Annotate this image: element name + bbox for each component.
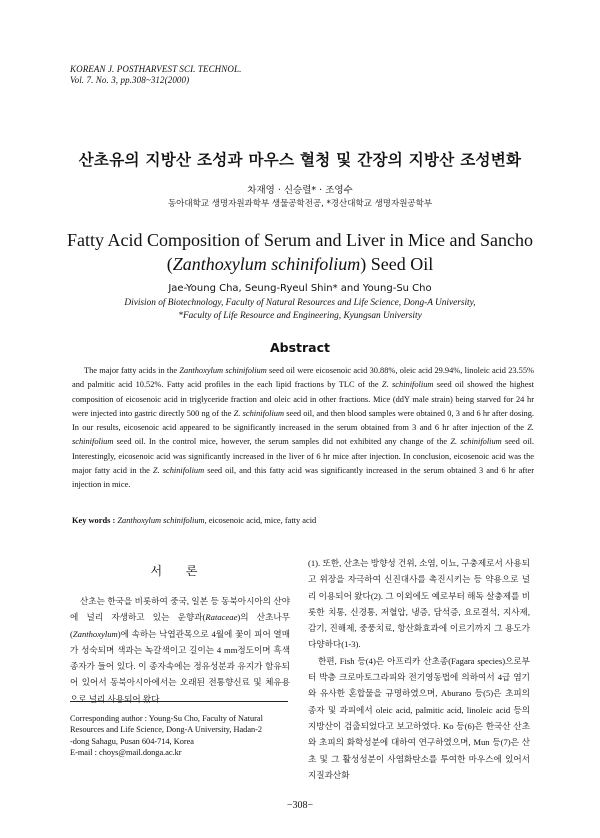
- abstract-text-2: seed oil were eicosenoic acid 30.88%, oleic acid 29.94%, linoleic acid 23.55% and palmitic acid 10.52%. Fatty acid profiles in the each lipid fractions by TLC of the: [72, 366, 535, 390]
- abstract-heading: Abstract: [269, 340, 331, 355]
- abstract-text-1: The major fatty acids in the: [84, 366, 180, 375]
- page-number: −308−: [286, 800, 314, 811]
- english-title-line1: Fatty Acid Composition of Serum and Liver in Mice and Sancho: [67, 230, 533, 250]
- english-affiliation-line2: *Faculty of Life Resource and Engineering, Kyungsan University: [178, 311, 422, 321]
- abstract-text-3: seed oil showed the highest composition of eicosenoic acid in triglyceride fraction and oleic acid in other fractions. Mice (ddY male strain) being starved for 24 hr were injected into gastric directly 500 ng of the: [72, 380, 534, 418]
- abstract-species-1: Zanthoxylum schinifolium: [179, 366, 267, 375]
- intro-right-paragraph-1: (1). 또한, 산초는 방향성 건위, 소염, 이뇨, 구충제로서 사용되고 위장을 자극하여 신진대사를 촉진시키는 등 약용으로 널리 이용되어 왔다(2). 그 이외에도 예로부터 해독 살충제를 비롯한 치통, 신경통, 저혈압, 냉증, 담석증, 요로결석, 지사제, 감기, 진해제, 중풍치료, 항산화효과에 이르기까지 그 용도가 다양하다(1-3).: [308, 558, 530, 650]
- abstract-text-7: seed oil, and this fatty acid was significantly increased in the serum obtained 3 and 6 hr after injection in mice.: [72, 466, 535, 490]
- english-affiliation-line1: Division of Biotechnology, Faculty of Natural Resources and Life Science, Dong-A University,: [124, 298, 476, 308]
- abstract-text-4: seed oil, and then blood samples were obtained 0, 3 and 6 hr after dosing. In our results, eicosenoic acid appeared to be significantly increased in the serum obtained from 3 and 6 hr after injection of the: [72, 408, 534, 433]
- intro-right-paragraph-2: 한편, Fish 등(4)은 아프리카 산초종(Fagara species)으로부터 박층 크로마토그라피와 전기영동법에 의하여서 4급 염기와 유사한 혼합물을 규명하였으며, Aburano 등(5)은 초피의 종자 및 과피에서 oleic acid, palmitic acid, linoleic acid 등의 지방산이 검출되었다고 보고하였다. Ko 등(6)은 한국산 산초와 초피의 화학성분에 대하여 연구하였으며, Mun 등(7)은 산초 및 그 활성성분이 사염화탄소를 투여한 마우스에 있어서 지질과산화: [308, 655, 530, 780]
- abstract-species-2: Z. schinifolium: [381, 380, 434, 390]
- corresponding-author-footnote: [70, 713, 296, 758]
- korean-title: 산초유의 지방산 조성과 마우스 혈청 및 간장의 지방산 조성변화: [78, 151, 522, 169]
- footnote-line-3: -dong Sahagu, Pusan 604-714, Korea: [70, 736, 194, 746]
- journal-header: [70, 64, 241, 86]
- english-title-suffix: Seed Oil: [370, 254, 434, 274]
- intro-left-text-b: )의 산초나무(: [70, 612, 290, 639]
- abstract-species-5: Z. schinifolium: [450, 437, 502, 447]
- abstract-body: [72, 364, 534, 493]
- english-affiliation: [0, 297, 600, 323]
- english-title-line2: (Zanthoxylum schinifolium) Seed Oil: [166, 254, 434, 274]
- abstract-text-6: seed oil. Interestingly, eicosenoic acid was significantly increased in the liver of 6 hr mice after injection. In conclusion, eicosenoic acid was the major fatty acid in the: [72, 437, 534, 476]
- footnote-email: E-mail : choys@mail.donga.ac.kr: [70, 747, 182, 757]
- footnote-line-2: Resources and Life Science, Dong-A University, Hadan-2: [70, 725, 263, 735]
- journal-name: KOREAN J. POSTHARVEST SCI. TECHNOL.: [70, 64, 242, 74]
- intro-left-zanthoxylum: Zanthoxylum: [72, 628, 118, 639]
- abstract-species-4: Z. schinifolium: [72, 423, 534, 447]
- keywords: [72, 516, 534, 525]
- korean-authors: 차재영 · 신승렬* · 조영수: [247, 185, 353, 196]
- abstract-text-5: seed oil. In the control mice, however, the serum samples did not exhibited any change of the: [113, 437, 451, 447]
- journal-volume: Vol. 7. No. 3, pp.308~312(2000): [70, 75, 190, 85]
- intro-left-text-c: )에 속하는 낙엽관목으로 4월에 꽃이 피어 열매가 성숙되며 색과는 녹갈색이고 길이는 4 mm정도이며 흑색종자가 들어 있다. 이 종자속에는 정유성분과 유지가 함유되어 있어서 동북아시아에서는 오래된 전통향신료 및 체유용으로 널리 사용되어 왔다: [70, 628, 290, 704]
- english-title: [0, 228, 600, 276]
- abstract-species-6: Z. schinifolium: [152, 466, 205, 476]
- english-title-species: Zanthoxylum schinifolium: [172, 254, 361, 274]
- footnote-divider: [70, 701, 288, 702]
- abstract-species-3: Z. schinifolium: [233, 408, 285, 418]
- keywords-label: Key words :: [72, 516, 116, 525]
- intro-right-column: [308, 555, 530, 783]
- keywords-rest: eicosenoic acid, mice, fatty acid: [206, 516, 317, 525]
- intro-left-rutaceae: Rataceae: [205, 612, 238, 623]
- korean-affiliation: 동아대학교 생명자원과학부 생물공학전공, *경산대학교 생명자원공학부: [167, 199, 433, 209]
- intro-left-column: [70, 593, 290, 707]
- intro-left-text-a: 산초는 한국을 비롯하여 중국, 일본 등 동북아시아의 산야에 널리 자생하고 있는 운향과(: [70, 596, 290, 623]
- keywords-species: Zanthoxylum schinifolium,: [117, 516, 207, 525]
- english-authors: Jae-Young Cha, Seung-Ryeul Shin* and Young-Su Cho: [168, 283, 432, 294]
- intro-heading: 서 론: [150, 564, 208, 578]
- footnote-line-1: Corresponding author : Young-Su Cho, Faculty of Natural: [70, 714, 263, 723]
